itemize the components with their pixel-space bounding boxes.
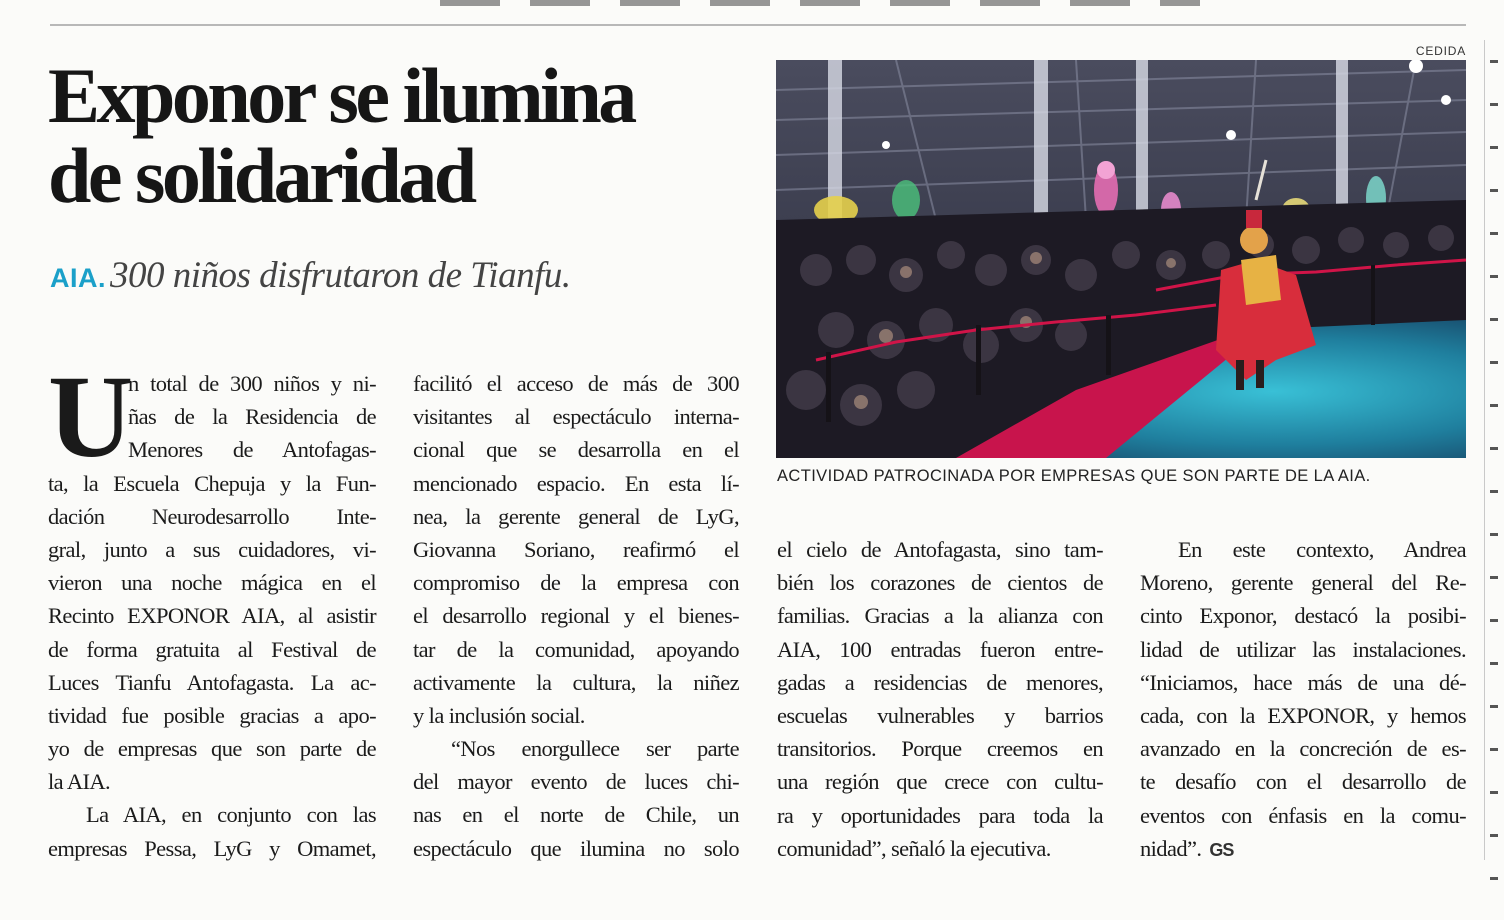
article-photo <box>776 60 1466 458</box>
text-line: AIA, 100 entradas fueron entre- <box>777 636 1103 662</box>
text-line: gral, junto a sus cuidadores, vi- <box>48 536 376 562</box>
text-line: una región que crece con cultu- <box>777 769 1103 795</box>
text-line: nea, la gerente general de LyG, <box>413 503 739 529</box>
text-line: cional que se desarrolla en el <box>413 437 739 463</box>
headline-line-1: Exponor se ilumina <box>48 52 634 139</box>
text-line: cada, con la EXPONOR, y hemos <box>1140 702 1466 728</box>
text-line: la AIA. <box>48 769 111 795</box>
adjacent-column-fragment <box>1490 60 1504 920</box>
text-line: ra y oportunidades para toda la <box>777 802 1103 828</box>
text-line: lidad de utilizar las instalaciones. <box>1140 636 1466 662</box>
text-line: el cielo de Antofagasta, sino tam- <box>777 537 1103 562</box>
text-line: familias. Gracias a la alianza con <box>777 603 1103 629</box>
right-column-rule <box>1484 40 1485 860</box>
text-line: gadas a residencias de menores, <box>777 669 1103 695</box>
text-line: Moreno, gerente general del Re- <box>1140 570 1466 596</box>
text-line: el desarrollo regional y el bienes- <box>413 603 739 629</box>
text-line: nas en el norte de Chile, un <box>413 802 739 828</box>
text-line: cinto Exponor, destacó la posibi- <box>1140 603 1466 629</box>
event-photo-illustration <box>776 60 1466 458</box>
text-line: visitantes al espectáculo interna- <box>413 404 739 430</box>
text-line: bién los corazones de cientos de <box>777 570 1103 596</box>
kicker-label: AIA. <box>50 263 106 293</box>
headline <box>48 52 748 219</box>
text-line: vieron una noche mágica en el <box>48 570 376 596</box>
text-line: “Iniciamos, hace más de una dé- <box>1140 669 1466 695</box>
text-line: Luces Tianfu Antofagasta. La ac- <box>48 669 376 695</box>
text-line <box>1140 832 1466 865</box>
text-line: mencionado espacio. En esta lí- <box>413 470 739 496</box>
body-column-1 <box>48 351 376 865</box>
text-line: tividad fue posible gracias a apo- <box>48 702 376 728</box>
text-line: yo de empresas que son parte de <box>48 736 376 762</box>
text-line: del mayor evento de luces chi- <box>413 769 739 795</box>
drop-cap: U <box>48 351 134 482</box>
text-line: Menores de Antofagas- <box>128 437 376 463</box>
text-line: n total de 300 niños y ni- <box>128 371 376 396</box>
text-line: activamente la cultura, la niñez <box>413 669 739 695</box>
text-line: Recinto EXPONOR AIA, al asistir <box>48 603 376 629</box>
final-line-text: nidad”. <box>1140 835 1202 861</box>
text-line: La AIA, en conjunto con las <box>86 802 376 828</box>
deck-text: 300 niños disfrutaron de Tianfu. <box>110 255 571 296</box>
photo-credit: CEDIDA <box>1415 44 1466 58</box>
text-line: de forma gratuita al Festival de <box>48 636 376 662</box>
text-line: transitorios. Porque creemos en <box>777 736 1103 762</box>
top-cut-text-fragment <box>440 0 1200 6</box>
text-line: empresas Pessa, LyG y Omamet, <box>48 835 376 861</box>
text-line: compromiso de la empresa con <box>413 570 739 596</box>
text-line: En este contexto, Andrea <box>1178 537 1466 562</box>
text-line: comunidad”, señaló la ejecutiva. <box>777 835 1051 861</box>
top-rule <box>50 24 1466 26</box>
photo-caption: ACTIVIDAD PATROCINADA POR EMPRESAS QUE SON PARTE DE LA AIA. <box>777 467 1371 485</box>
body-column-2 <box>413 367 739 865</box>
text-line: Giovanna Soriano, reafirmó el <box>413 536 739 562</box>
text-line: espectáculo que ilumina no solo <box>413 835 739 861</box>
text-line: facilitó el acceso de más de 300 <box>413 371 739 396</box>
text-line: dación Neurodesarrollo Inte- <box>48 503 376 529</box>
text-line: avanzado en la concreción de es- <box>1140 736 1466 762</box>
text-line: tar de la comunidad, apoyando <box>413 636 739 662</box>
text-line: eventos con énfasis en la comu- <box>1140 802 1466 828</box>
subheadline <box>50 254 750 297</box>
author-end-mark: GS <box>1209 839 1234 860</box>
text-line: ta, la Escuela Chepuja y la Fun- <box>48 470 376 496</box>
headline-line-2: de solidaridad <box>48 132 474 219</box>
text-line: escuelas vulnerables y barrios <box>777 702 1103 728</box>
body-column-3 <box>777 533 1103 865</box>
text-line: te desafío con el desarrollo de <box>1140 769 1466 795</box>
text-line: y la inclusión social. <box>413 702 585 728</box>
text-line: ñas de la Residencia de <box>128 404 376 430</box>
body-column-4 <box>1140 533 1466 865</box>
text-line: “Nos enorgullece ser parte <box>451 736 739 762</box>
